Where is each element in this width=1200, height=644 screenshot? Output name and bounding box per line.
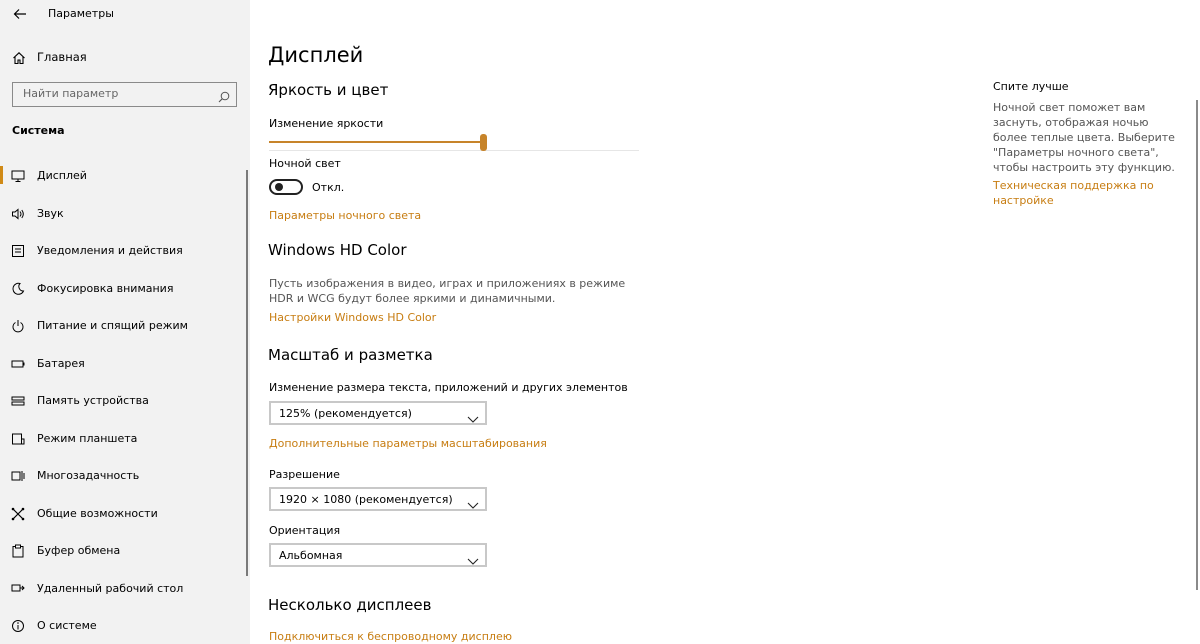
sidebar-item-label: Батарея	[37, 356, 85, 370]
sidebar-item-power[interactable]	[0, 307, 250, 345]
sidebar-item-label: Память устройства	[37, 394, 149, 407]
sidebar-item-label: Буфер обмена	[37, 544, 121, 557]
sidebar-item-tablet[interactable]	[0, 420, 250, 458]
sidebar-item-label: Фокусировка внимания	[37, 281, 174, 295]
page-title: Дисплей	[268, 43, 364, 67]
advanced-scaling-link[interactable]: Дополнительные параметры масштабирования	[269, 437, 547, 450]
sidebar-item-sound[interactable]	[0, 195, 250, 233]
sidebar-item-label: Уведомления и действия	[37, 244, 183, 257]
sidebar-item-clipboard[interactable]	[0, 532, 250, 570]
sidebar-item-label: Режим планшета	[37, 431, 138, 445]
power-icon	[11, 318, 25, 332]
hdr-settings-link[interactable]: Настройки Windows HD Color	[269, 311, 437, 324]
sidebar-scrollbar[interactable]	[246, 170, 248, 576]
sidebar-item-label: Питание и спящий режим	[37, 319, 188, 332]
home-label: Главная	[37, 50, 87, 64]
night-light-settings-link[interactable]: Параметры ночного света	[269, 209, 422, 222]
search-placeholder: Найти параметр	[23, 87, 119, 100]
night-light-state: Откл.	[312, 181, 345, 194]
wireless-display-link[interactable]: Подключиться к беспроводному дисплею	[269, 630, 512, 643]
app-title: Параметры	[48, 7, 114, 20]
search-icon	[218, 88, 230, 100]
sidebar-item-battery[interactable]	[0, 345, 250, 383]
scale-value: 125% (рекомендуется)	[279, 407, 412, 420]
night-light-label: Ночной свет	[269, 157, 341, 170]
night-light-toggle[interactable]	[269, 179, 303, 195]
support-link[interactable]: Техническая поддержка по настройке	[993, 179, 1154, 207]
scale-label: Изменение размера текста, приложений и других элементов	[269, 381, 628, 394]
scale-dropdown[interactable]	[269, 401, 487, 425]
brightness-label: Изменение яркости	[269, 117, 384, 130]
shared-icon	[11, 506, 25, 520]
sidebar-item-focus[interactable]	[0, 270, 250, 308]
active-indicator	[0, 166, 3, 184]
chevron-down-icon	[467, 409, 479, 419]
clipboard-icon	[11, 543, 25, 557]
sidebar-item-label: Многозадачность	[37, 469, 140, 482]
sidebar-item-multitasking[interactable]	[0, 457, 250, 495]
orientation-value: Альбомная	[279, 549, 343, 562]
section-heading: Система	[12, 124, 65, 137]
multi-display-heading: Несколько дисплеев	[268, 596, 432, 614]
sidebar-item-label: Дисплей	[37, 169, 87, 182]
storage-icon	[11, 393, 25, 407]
sidebar-item-storage[interactable]	[0, 382, 250, 420]
brightness-slider-track[interactable]	[269, 141, 483, 143]
resolution-value: 1920 × 1080 (рекомендуется)	[279, 493, 453, 506]
sidebar-item-remote-desktop[interactable]	[0, 570, 250, 608]
sidebar-item-label: Удаленный рабочий стол	[37, 581, 184, 595]
speaker-icon	[11, 206, 25, 220]
sidebar-item-display[interactable]	[0, 157, 250, 195]
tablet-icon	[11, 431, 25, 445]
home-icon	[12, 50, 26, 64]
sidebar-item-label: О системе	[37, 619, 97, 632]
home-link[interactable]	[0, 46, 250, 70]
multitask-icon	[11, 468, 25, 482]
main-content	[250, 0, 1200, 644]
hdr-description: Пусть изображения в видео, играх и приложениях в режиме HDR и WCG будут более яркими и динамичными.	[269, 277, 626, 305]
sidebar-item-label: Звук	[37, 206, 64, 220]
monitor-icon	[11, 168, 25, 182]
orientation-label: Ориентация	[269, 524, 341, 537]
sidebar-item-notifications[interactable]	[0, 232, 250, 270]
notification-icon	[11, 243, 25, 257]
remote-desktop-icon	[11, 581, 25, 595]
search-input[interactable]	[12, 82, 237, 107]
back-arrow-icon[interactable]	[12, 6, 28, 22]
aside-title: Спите лучше	[993, 80, 1069, 93]
main-scrollbar[interactable]	[1196, 100, 1198, 590]
titlebar	[0, 0, 250, 28]
sidebar-item-about[interactable]	[0, 607, 250, 644]
chevron-down-icon	[467, 495, 479, 505]
sidebar-nav	[0, 157, 250, 644]
sidebar	[0, 0, 250, 644]
brightness-slider-thumb[interactable]	[480, 134, 487, 151]
orientation-dropdown[interactable]	[269, 543, 487, 567]
battery-icon	[11, 356, 25, 370]
resolution-label: Разрешение	[269, 468, 340, 481]
aside-text: Ночной свет поможет вам заснуть, отображая ночью более теплые цвета. Выберите "Параметры ночного света", чтобы настроить эту функцию.	[993, 101, 1175, 174]
brightness-heading: Яркость и цвет	[268, 81, 389, 99]
moon-icon	[11, 281, 25, 295]
info-icon	[11, 618, 25, 632]
chevron-down-icon	[467, 551, 479, 561]
slider-divider	[269, 150, 639, 151]
toggle-knob	[275, 183, 283, 191]
hdr-heading: Windows HD Color	[268, 241, 407, 259]
resolution-dropdown[interactable]	[269, 487, 487, 511]
scale-heading: Масштаб и разметка	[268, 346, 433, 364]
sidebar-item-shared[interactable]	[0, 495, 250, 533]
sidebar-item-label: Общие возможности	[37, 506, 158, 520]
